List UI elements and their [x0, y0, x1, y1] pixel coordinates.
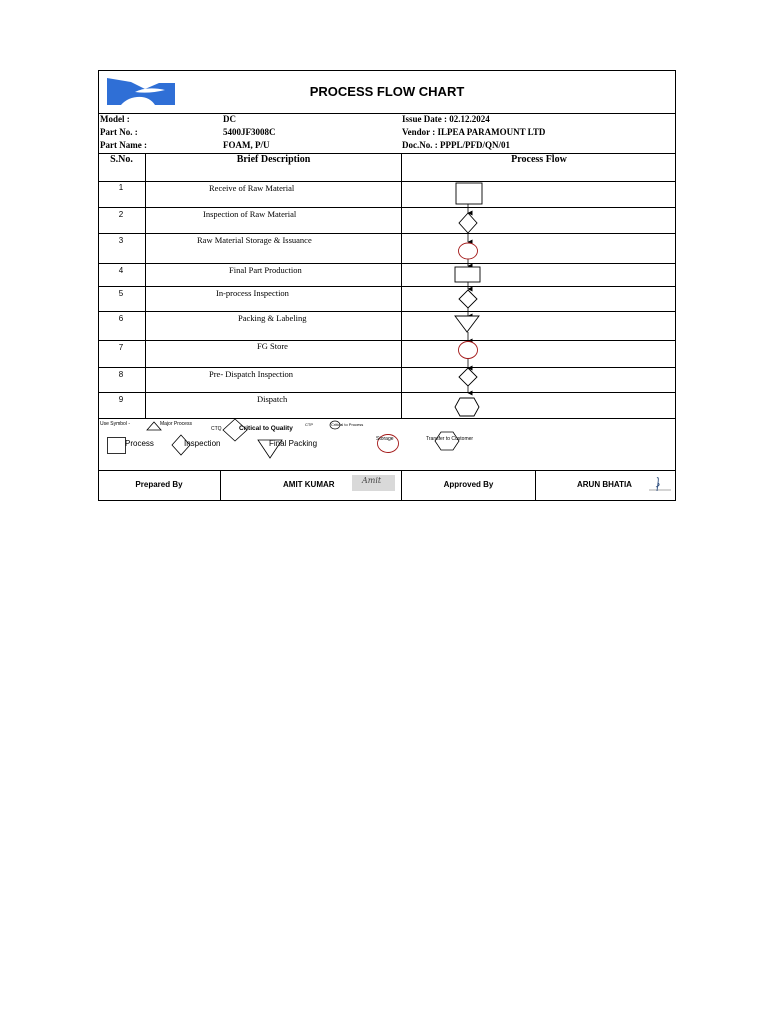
divider-footer-top: [98, 470, 676, 471]
inspection-symbol: [459, 290, 477, 308]
model-label: Model :: [100, 114, 130, 124]
row-sno: 3: [118, 236, 124, 245]
legend-inspection: Inspection: [184, 439, 221, 448]
prepared-by-name: AMIT KUMAR: [283, 480, 335, 489]
prepared-by-label: Prepared By: [135, 480, 183, 489]
row-line: [98, 311, 676, 312]
row-description: Dispatch: [257, 394, 288, 404]
footer-col-line: [220, 470, 221, 501]
legend-ctp: CTP: [305, 422, 313, 427]
col-line: [401, 153, 402, 418]
col-description-header: Brief Description: [236, 154, 311, 165]
process-symbol: [455, 267, 480, 282]
legend-major-process: Major Process: [160, 421, 192, 427]
inspection-symbol: [459, 368, 477, 386]
approved-by-name: ARUN BHATIA: [577, 480, 632, 489]
row-description: Final Part Production: [229, 265, 302, 275]
col-flow-header: Process Flow: [511, 154, 567, 165]
row-sno: 7: [118, 343, 124, 352]
approved-signature: [648, 475, 672, 495]
inspection-symbol: [459, 213, 477, 233]
divider-legend-top: [98, 418, 676, 419]
prepared-signature-text: Amit: [362, 476, 382, 485]
prepared-signature: [352, 475, 395, 491]
row-sno: 4: [118, 266, 124, 275]
row-description: FG Store: [257, 341, 288, 351]
process-legend-icon: [107, 437, 126, 454]
legend-ctq: CTQ: [211, 426, 222, 432]
legend-final-packing: Final Packing: [269, 439, 318, 448]
legend-process: Process: [125, 439, 154, 448]
part-name-value: FOAM, P/U: [223, 140, 270, 150]
row-line: [98, 233, 676, 234]
doc-no: Doc.No. : PPPL/PFD/QN/01: [402, 140, 510, 150]
row-line: [98, 286, 676, 287]
border-bottom: [98, 500, 676, 501]
row-line: [98, 340, 676, 341]
row-line: [98, 392, 676, 393]
row-sno: 8: [118, 370, 124, 379]
col-sno-header: S.No.: [110, 154, 133, 165]
row-line: [98, 181, 676, 182]
row-description: Inspection of Raw Material: [203, 209, 297, 219]
vendor: Vendor : ILPEA PARAMOUNT LTD: [402, 127, 546, 137]
process-flow-diagram: [448, 180, 488, 418]
storage-symbol: [459, 342, 478, 359]
process-symbol: [456, 183, 482, 204]
final-packing-symbol: [455, 316, 479, 332]
page-title: PROCESS FLOW CHART: [309, 84, 465, 99]
row-line: [98, 263, 676, 264]
row-sno: 2: [118, 210, 124, 219]
row-description: In-process Inspection: [216, 288, 289, 298]
row-line: [98, 207, 676, 208]
approved-by-label: Approved By: [443, 480, 494, 489]
row-description: Pre- Dispatch Inspection: [209, 369, 294, 379]
model-value: DC: [223, 114, 236, 124]
process-flow-sheet: [98, 70, 676, 501]
col-line: [145, 153, 146, 418]
row-sno: 1: [118, 183, 124, 192]
row-description: Raw Material Storage & Issuance: [197, 235, 312, 245]
row-line: [98, 367, 676, 368]
legend-use-symbol: Use Symbol -: [100, 421, 131, 427]
footer-col-line: [535, 470, 536, 501]
storage-symbol: [459, 243, 478, 259]
part-no-value: 5400JF3008C: [223, 127, 276, 137]
row-sno: 9: [118, 395, 124, 404]
row-description: Receive of Raw Material: [209, 183, 295, 193]
legend-storage: Storage: [376, 436, 394, 442]
border-top: [98, 70, 676, 71]
row-sno: 6: [118, 314, 124, 323]
part-no-label: Part No. :: [100, 127, 138, 137]
row-sno: 5: [118, 289, 124, 298]
legend-transfer-to-customer: Transfer to Customer: [426, 436, 474, 442]
issue-date: Issue Date : 02.12.2024: [402, 114, 490, 124]
legend-critical-to-quality: Critical to Quality: [239, 425, 293, 432]
transfer-symbol: [455, 398, 479, 416]
legend-critical-to-process: Critical to Process: [331, 422, 364, 427]
part-name-label: Part Name :: [100, 140, 147, 150]
divider-title: [98, 113, 676, 114]
row-description: Packing & Labeling: [238, 313, 307, 323]
